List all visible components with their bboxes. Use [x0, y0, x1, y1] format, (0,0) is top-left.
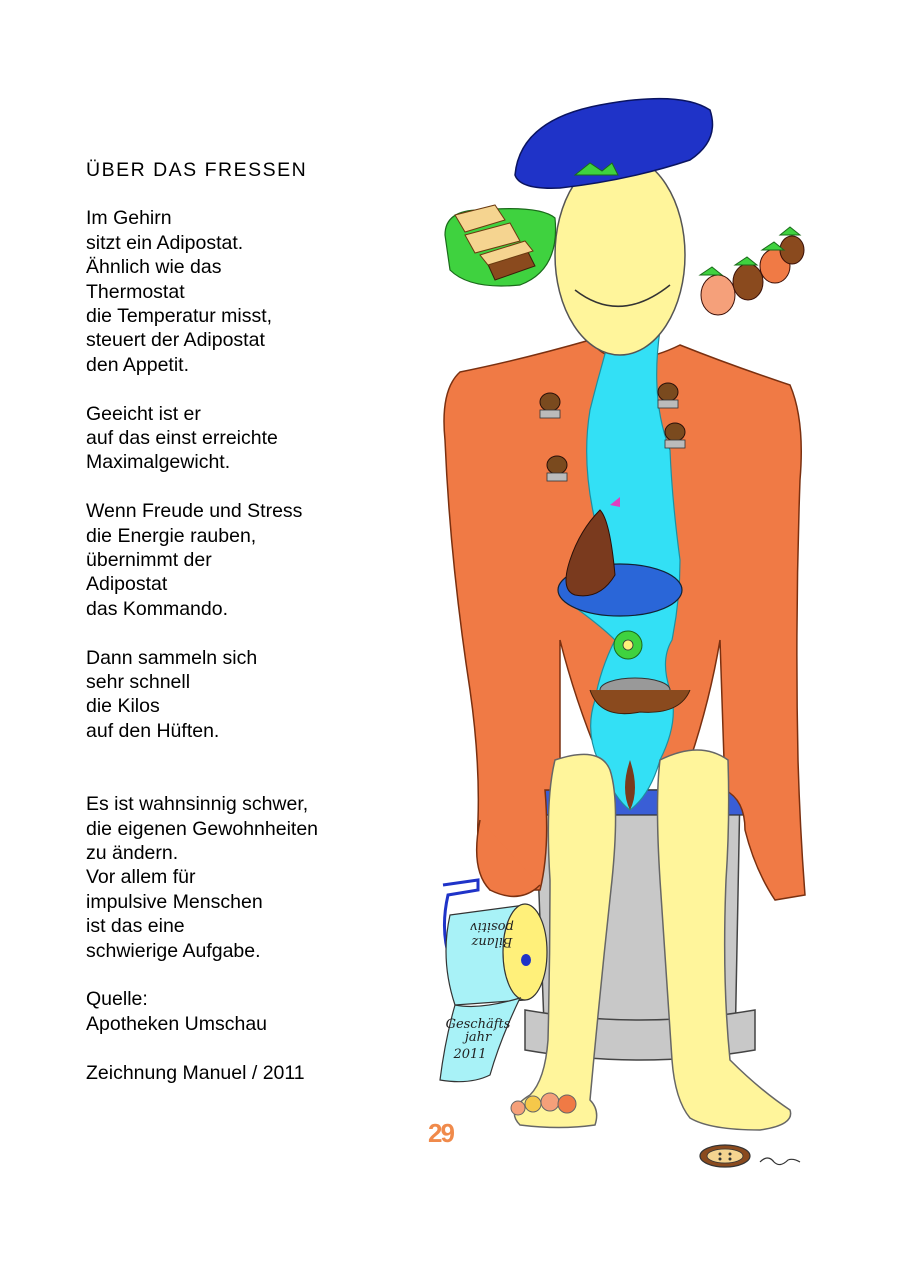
stanza-2	[86, 402, 406, 475]
illustration	[420, 85, 820, 1185]
page-number: 29	[428, 1118, 453, 1148]
poem-line: Ähnlich wie das	[86, 256, 222, 279]
poem-line: die Temperatur misst,	[86, 305, 273, 328]
source-label: Quelle:	[86, 988, 148, 1011]
roll-text-geschaefts: Geschäfts	[445, 1017, 511, 1032]
roll-text-year: 2011	[453, 1047, 487, 1062]
poem-line: auf das einst erreichte	[86, 427, 278, 450]
stanza-3	[86, 499, 406, 621]
poem-line: Im Gehirn	[86, 207, 172, 230]
poem-line: sehr schnell	[86, 671, 191, 694]
poem-line: die Kilos	[86, 695, 160, 718]
floor-button	[700, 1145, 800, 1167]
poem-line: die eigenen Gewohnheiten	[86, 817, 319, 840]
poem-line: auf den Hüften.	[86, 719, 220, 742]
poem-line: schwierige Aufgabe.	[86, 939, 261, 962]
poem-line: impulsive Menschen	[86, 890, 263, 913]
poem-line: den Appetit.	[86, 353, 190, 376]
poem-line: das Kommando.	[86, 597, 228, 620]
poem-line: Thermostat	[86, 280, 185, 303]
source-name: Apotheken Umschau	[86, 1012, 268, 1035]
poem-line: Wenn Freude und Stress	[86, 500, 303, 523]
stanza-1	[86, 206, 406, 377]
strawberries	[700, 227, 804, 315]
poem-line: Adipostat	[86, 573, 168, 596]
poem-line: Dann sammeln sich	[86, 646, 258, 669]
bread-on-lettuce	[445, 205, 556, 286]
roll-text-bilanz: Bilanz	[471, 934, 513, 949]
poem-line: ist das eine	[86, 915, 185, 938]
stanza-4	[86, 646, 406, 744]
poem-title: ÜBER DAS FRESSEN	[86, 159, 308, 181]
poem-line: die Energie rauben,	[86, 524, 257, 547]
drawing-credit: Zeichnung Manuel / 2011	[86, 1061, 305, 1084]
poem-line: Vor allem für	[86, 866, 196, 889]
poem-line: steuert der Adipostat	[86, 329, 265, 352]
stanza-source	[86, 987, 406, 1036]
poem-line: sitzt ein Adipostat.	[86, 231, 244, 254]
poem-line: Es ist wahnsinnig schwer,	[86, 793, 309, 816]
poem-line: übernimmt der	[86, 549, 212, 572]
poem-line: zu ändern.	[86, 841, 179, 864]
poem-line: Geeicht ist er	[86, 402, 201, 425]
stanza-credit	[86, 1061, 406, 1085]
poem-line: Maximalgewicht.	[86, 451, 231, 474]
roll-text-jahr: jahr	[464, 1030, 492, 1045]
roll-text-positiv: positiv	[470, 919, 514, 934]
stanza-5	[86, 792, 406, 963]
poem	[86, 158, 406, 1109]
